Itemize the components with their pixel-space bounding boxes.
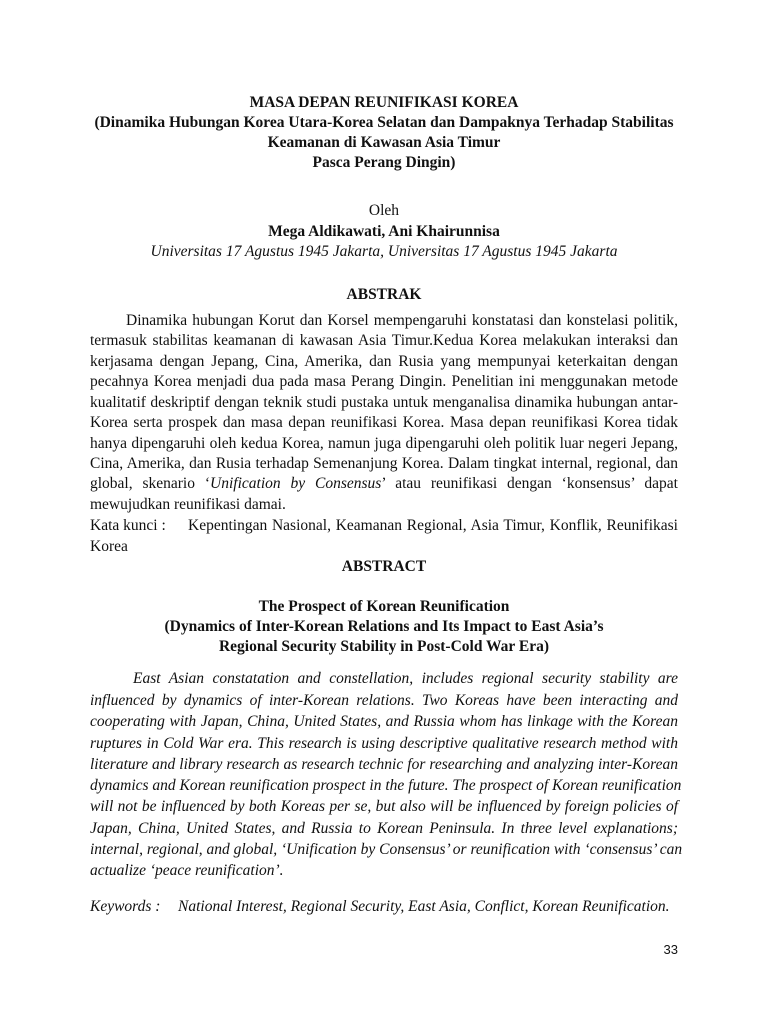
abstrak-line: termasuk stabilitas keamanan di kawasan Asia Timur.Kedua Korea melakukan interaksi dan bbox=[90, 332, 678, 349]
kata-kunci-continuation: Korea bbox=[90, 538, 128, 555]
abstract-line: literature and library research as research technic for researching and analyzing inter-Korean bbox=[90, 756, 678, 773]
abstrak-line: kualitatif deskriptif dengan teknik studi pustaka untuk menganalisa dinamika hubungan antar- bbox=[90, 394, 678, 411]
byline-oleh: Oleh bbox=[368, 202, 400, 219]
english-title-line-1: The Prospect of Korean Reunification bbox=[258, 598, 510, 615]
keywords-label: Keywords : bbox=[90, 898, 161, 915]
abstrak-line: pecahnya Korea menjadi dua pada masa Perang Dingin. Penelitian ini menggunakan metode bbox=[90, 373, 678, 390]
kata-kunci-text: Kepentingan Nasional, Keamanan Regional, Asia Timur, Konflik, Reunifikasi bbox=[188, 517, 678, 534]
kata-kunci-label: Kata kunci : bbox=[90, 517, 166, 534]
english-title-line-3: Regional Security Stability in Post-Cold War Era) bbox=[218, 638, 550, 655]
abstrak-line: Dinamika hubungan Korut dan Korsel mempengaruhi konstatasi dan konstelasi politik, bbox=[126, 312, 678, 329]
abstrak-line: mewujudkan reunifikasi damai. bbox=[90, 496, 286, 513]
abstrak-line: hanya dipengaruhi oleh kedua Korea, namun juga dipengaruhi oleh politik luar negeri Jepang, bbox=[90, 435, 678, 452]
abstract-line: will not be influenced by both Koreas per se, but also will be influenced by foreign policies of bbox=[90, 798, 678, 815]
author-names: Mega Aldikawati, Ani Khairunnisa bbox=[268, 223, 500, 240]
abstract-line: cooperating with Japan, China, United States, and Russia whom has linkage with the Korean bbox=[90, 713, 678, 730]
abstrak-line-9-pre: global, skenario ‘ bbox=[90, 475, 211, 492]
paper-title: MASA DEPAN REUNIFIKASI KOREA bbox=[249, 94, 519, 111]
abstract-line: ruptures in Cold War era. This research is using descriptive qualitative research method with bbox=[90, 735, 678, 752]
abstract-last-line: actualize ‘peace reunification’. bbox=[90, 862, 284, 879]
page-number: 33 bbox=[663, 942, 678, 957]
abstrak-heading: ABSTRAK bbox=[346, 286, 422, 303]
abstract-line: East Asian constatation and constellation, includes regional security stability are bbox=[133, 670, 678, 687]
paper-subtitle-line-2: Keamanan di Kawasan Asia Timur bbox=[267, 134, 501, 151]
abstract-line: Japan, China, United States, and Russia to Korean Peninsula. In three level explanations; bbox=[90, 820, 678, 837]
keywords-text: National Interest, Regional Security, East Asia, Conflict, Korean Reunification. bbox=[178, 898, 670, 915]
abstract-heading: ABSTRACT bbox=[341, 558, 427, 575]
abstrak-line: Korea serta prospek dan masa depan reunifikasi Korea. Masa depan reunifikasi Korea tidak bbox=[90, 414, 678, 431]
abstract-line: dynamics and Korean reunification prospect in the future. The prospect of Korean reunification bbox=[90, 777, 682, 794]
abstrak-line: Cina, Amerika, dan Rusia terhadap Semenanjung Korea. Dalam tingkat internal, regional, dan bbox=[90, 455, 678, 472]
abstrak-line-with-italic bbox=[90, 475, 678, 493]
abstrak-line: kerjasama dengan Jepang, Cina, Amerika, dan Rusia yang mempunyai keterkaitan dengan bbox=[90, 353, 678, 370]
abstract-line: influenced by dynamics of inter-Korean relations. Two Koreas have been interacting and bbox=[90, 692, 678, 709]
paper-subtitle-line-1: (Dinamika Hubungan Korea Utara-Korea Selatan dan Dampaknya Terhadap Stabilitas bbox=[94, 114, 674, 131]
author-affiliation: Universitas 17 Agustus 1945 Jakarta, Universitas 17 Agustus 1945 Jakarta bbox=[150, 243, 618, 260]
paper-subtitle-line-3: Pasca Perang Dingin) bbox=[312, 154, 456, 171]
english-title-line-2: (Dynamics of Inter-Korean Relations and Its Impact to East Asia’s bbox=[164, 618, 604, 635]
abstract-line: internal, regional, and global, ‘Unification by Consensus’ or reunification with ‘consensus’ can bbox=[90, 841, 683, 858]
abstrak-line-9-post: ’ atau reunifikasi dengan ‘konsensus’ dapat bbox=[381, 475, 678, 492]
abstrak-italic-term: Unification by Consensus bbox=[210, 475, 382, 492]
